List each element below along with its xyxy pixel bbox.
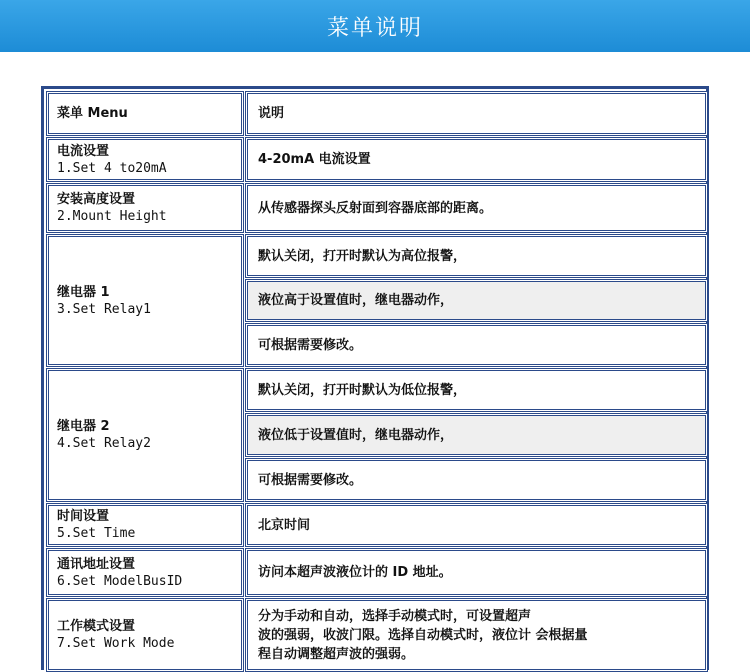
desc-text: 分为手动和自动，选择手动模式时，可设置超声 xyxy=(258,608,532,624)
desc-text: 液位高于设置值时，继电器动作， xyxy=(258,293,454,308)
desc-text: 4-20mA 电流设置 xyxy=(258,152,371,167)
page-title: 菜单说明 xyxy=(326,15,423,41)
menu-zh: 安装高度设置 xyxy=(57,192,136,207)
table-row-menu xyxy=(46,368,244,502)
table-row-menu xyxy=(46,234,244,367)
header-band xyxy=(0,0,750,52)
desc-text: 从传感器探头反射面到容器底部的距离。 xyxy=(258,200,493,216)
desc-text: 液位低于设置值时，继电器动作， xyxy=(258,427,454,443)
header-cell-desc xyxy=(245,91,708,136)
menu-zh: 通讯地址设置 xyxy=(57,556,136,572)
desc-text: 北京时间 xyxy=(258,517,311,533)
desc-text: 可根据需要修改。 xyxy=(258,337,363,353)
table-row-desc xyxy=(245,413,708,457)
desc-text: 可根据需要修改。 xyxy=(258,472,363,488)
table-row-desc xyxy=(245,234,708,278)
table-row-desc xyxy=(245,458,708,502)
menu-zh: 电流设置 xyxy=(57,143,110,159)
menu-en: 1.Set 4 to20mA xyxy=(57,160,167,176)
header-desc-label: 说明 xyxy=(258,106,285,121)
table-row-desc xyxy=(245,503,708,547)
desc-text: 程自动调整超声波的强弱。 xyxy=(258,646,415,662)
table-row-desc xyxy=(245,548,708,597)
table-row-desc xyxy=(245,279,708,322)
header-cell-menu xyxy=(46,91,244,136)
menu-en: 7.Set Work Mode xyxy=(57,636,175,651)
table-row-menu xyxy=(46,598,244,672)
menu-table xyxy=(41,86,709,670)
menu-en: 4.Set Relay2 xyxy=(57,436,151,451)
header-menu-label: 菜单 Menu xyxy=(57,106,128,121)
desc-text: 默认关闭，打开时默认为高位报警， xyxy=(258,248,467,264)
table-row-menu xyxy=(46,503,244,547)
menu-en: 5.Set Time xyxy=(57,526,136,541)
menu-zh: 继电器 1 xyxy=(57,284,110,300)
menu-zh: 时间设置 xyxy=(57,509,110,524)
desc-text: 访问本超声波液位计的 ID 地址。 xyxy=(258,565,452,580)
menu-en: 3.Set Relay1 xyxy=(57,301,151,317)
table-row-desc xyxy=(245,183,708,233)
desc-text: 波的强弱，收波门限。选择自动模式时，液位计 会根据量 xyxy=(258,627,588,643)
table-row-desc xyxy=(245,368,708,412)
desc-text: 默认关闭，打开时默认为低位报警， xyxy=(258,382,467,398)
table-row-menu xyxy=(46,548,244,597)
menu-zh: 工作模式设置 xyxy=(57,619,136,634)
table-row-menu xyxy=(46,183,244,233)
table-row-desc xyxy=(245,598,708,672)
table-row-desc xyxy=(245,323,708,367)
table-row-menu xyxy=(46,137,244,182)
menu-en: 2.Mount Height xyxy=(57,209,167,224)
table-row-desc xyxy=(245,137,708,182)
menu-en: 6.Set ModelBusID xyxy=(57,573,183,589)
menu-zh: 继电器 2 xyxy=(57,419,110,434)
